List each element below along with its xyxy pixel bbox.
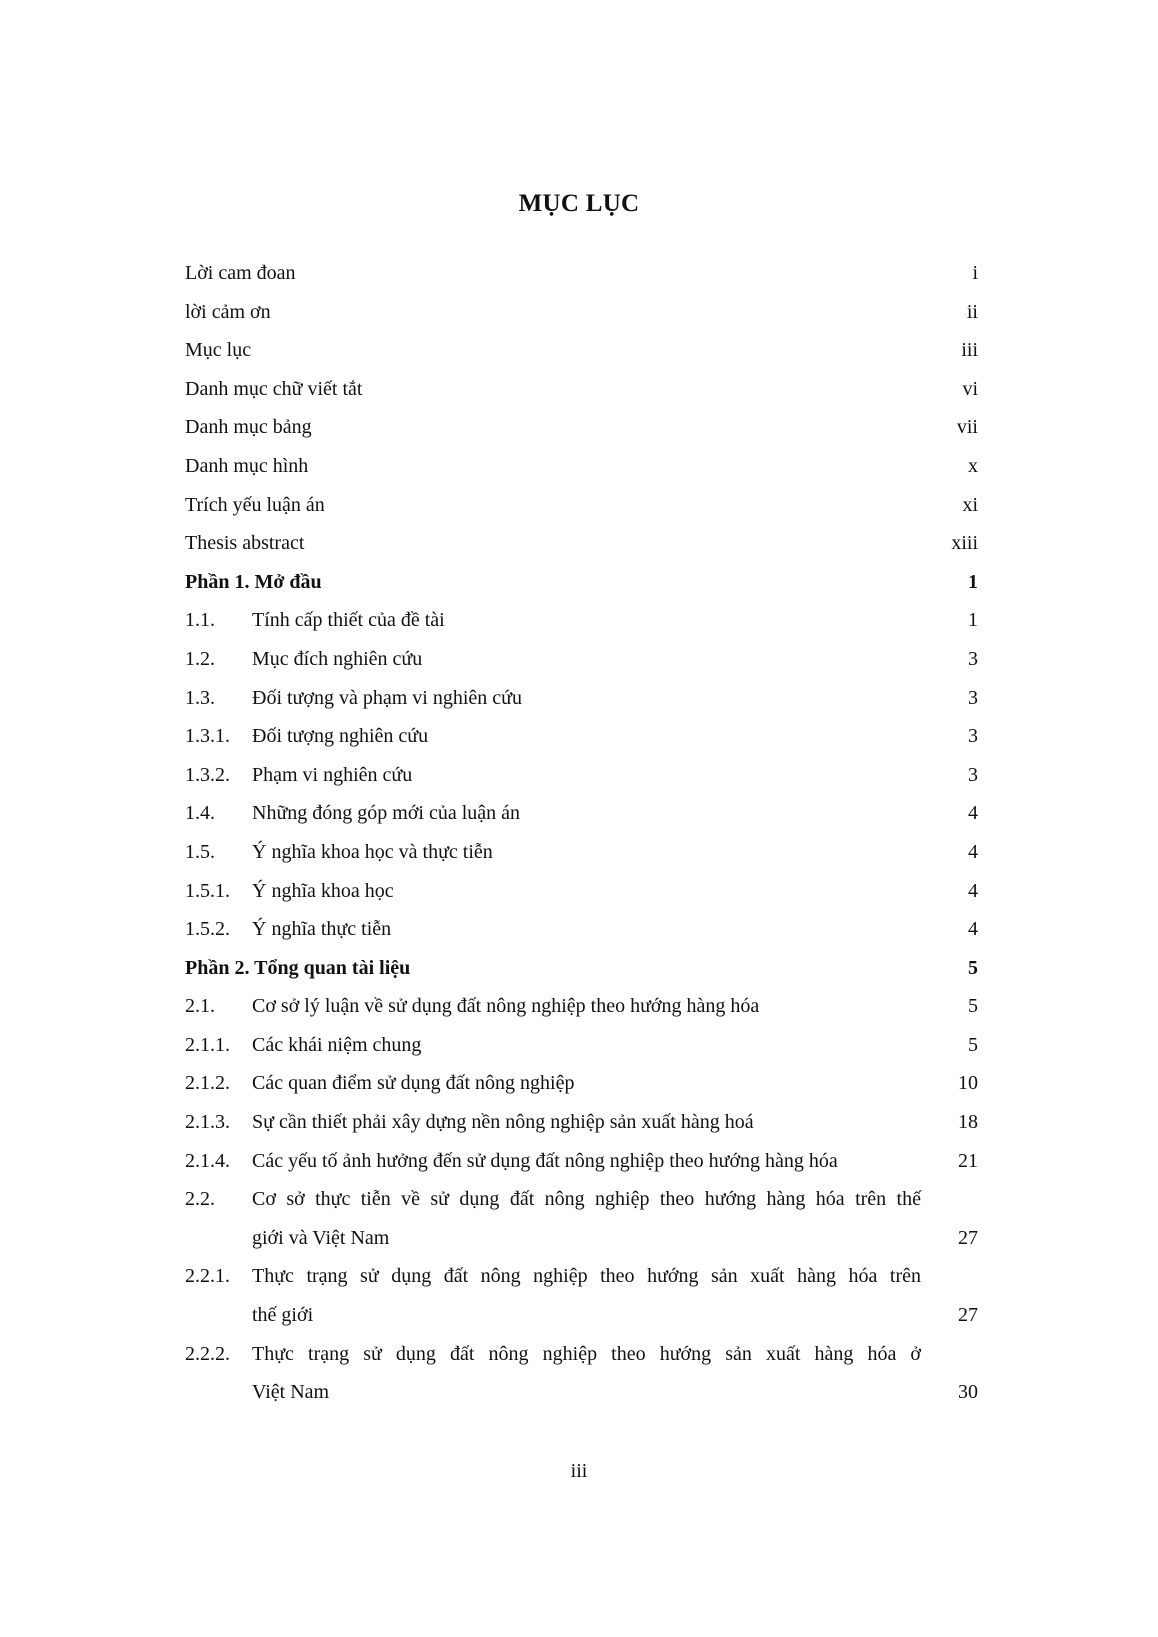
toc-entry-page: iii	[961, 339, 978, 362]
toc-entry-page: 3	[968, 763, 978, 786]
toc-entry-number: 2.2.2.	[185, 1342, 230, 1365]
toc-entry-title: Thực trạng sử dụng đất nông nghiệp theo hướng sản xuất hàng hóa ở	[252, 1342, 921, 1365]
page-title: MỤC LỤC	[518, 190, 640, 217]
toc-entry[interactable]	[185, 447, 978, 486]
toc-entry-page: 21	[958, 1149, 978, 1172]
toc-entry-number: 1.3.	[185, 686, 215, 709]
toc-entry-page: i	[972, 262, 978, 284]
toc-entry[interactable]	[185, 1180, 978, 1257]
toc-entry-page: 3	[968, 647, 978, 670]
toc-entry-title: Ý nghĩa thực tiễn	[252, 918, 392, 941]
toc-entry-page: 1	[968, 570, 978, 593]
toc-entry-page: 4	[968, 802, 978, 825]
toc-entry[interactable]	[185, 794, 978, 833]
toc-entry[interactable]	[185, 601, 978, 640]
toc-entry-title: Ý nghĩa khoa học	[252, 879, 394, 902]
toc-entry-number: 1.5.2.	[185, 918, 230, 941]
toc-entry-page: 18	[958, 1111, 978, 1134]
toc-entry[interactable]	[185, 1257, 978, 1334]
toc-entry-title: Phần 2. Tổng quan tài liệu	[185, 956, 411, 979]
toc-entry[interactable]	[185, 408, 978, 447]
toc-entry-number: 2.1.4.	[185, 1149, 230, 1172]
toc-entry-number: 2.1.2.	[185, 1072, 230, 1095]
toc-entry[interactable]	[185, 1142, 978, 1181]
toc-entry-title: Tính cấp thiết của đề tài	[252, 609, 445, 632]
table-of-contents	[185, 254, 978, 1412]
toc-entry-title: Thực trạng sử dụng đất nông nghiệp theo hướng sản xuất hàng hóa trên	[252, 1265, 921, 1288]
toc-entry[interactable]	[185, 910, 978, 949]
toc-entry-title: Sự cần thiết phải xây dựng nền nông nghiệp sản xuất hàng hoá	[252, 1111, 754, 1134]
toc-entry-page: 30	[958, 1381, 978, 1404]
toc-entry-page: x	[968, 454, 978, 477]
toc-entry[interactable]	[185, 1103, 978, 1142]
toc-entry-page: 1	[968, 609, 978, 632]
toc-entry-page: 3	[968, 686, 978, 709]
toc-entry-title: Phần 1. Mở đầu	[185, 570, 322, 593]
toc-entry[interactable]	[185, 254, 978, 293]
toc-part-heading[interactable]	[185, 563, 978, 602]
toc-entry-page: 27	[958, 1226, 978, 1249]
toc-entry-title: Danh mục hình	[185, 454, 309, 477]
toc-entry-number: 1.4.	[185, 802, 215, 825]
toc-entry-number: 2.1.	[185, 995, 215, 1018]
toc-entry-title: Danh mục bảng	[185, 416, 312, 439]
toc-entry[interactable]	[185, 1026, 978, 1065]
toc-entry-title-continued: thế giới	[252, 1304, 314, 1327]
toc-entry-title: Mục lục	[185, 339, 252, 362]
toc-entry-page: 27	[958, 1304, 978, 1327]
toc-entry-page: 5	[968, 1033, 978, 1056]
toc-entry-title: Danh mục chữ viết tắt	[185, 377, 363, 400]
toc-entry-title: Thesis abstract	[185, 532, 305, 555]
toc-entry-page: 4	[968, 918, 978, 941]
toc-entry[interactable]	[185, 370, 978, 409]
toc-entry[interactable]	[185, 524, 978, 563]
toc-entry-number: 1.3.1.	[185, 725, 230, 748]
toc-entry-title: Các khái niệm chung	[252, 1033, 422, 1056]
toc-entry-page: xi	[962, 493, 978, 516]
toc-entry-title-continued: giới và Việt Nam	[252, 1226, 390, 1249]
page-number: iii	[570, 1460, 588, 1482]
toc-entry-title: Các yếu tố ảnh hưởng đến sử dụng đất nông nghiệp theo hướng hàng hóa	[252, 1149, 838, 1172]
toc-part-heading[interactable]	[185, 949, 978, 988]
toc-entry-number: 2.2.1.	[185, 1265, 230, 1288]
toc-entry-number: 1.5.	[185, 840, 215, 863]
toc-entry-title: Ý nghĩa khoa học và thực tiễn	[252, 840, 493, 863]
toc-entry-page: 5	[968, 956, 978, 979]
toc-entry-number: 1.5.1.	[185, 879, 230, 902]
toc-entry[interactable]	[185, 293, 978, 332]
toc-entry-page: 5	[968, 995, 978, 1018]
toc-entry-page: vii	[956, 416, 978, 439]
toc-entry-number: 1.2.	[185, 647, 215, 670]
toc-entry-title: Cơ sở lý luận về sử dụng đất nông nghiệp theo hướng hàng hóa	[252, 995, 760, 1018]
toc-entry[interactable]	[185, 717, 978, 756]
toc-entry-title: Các quan điểm sử dụng đất nông nghiệp	[252, 1072, 575, 1095]
toc-entry-page: vi	[962, 377, 978, 400]
toc-entry-number: 2.1.3.	[185, 1111, 230, 1134]
toc-entry-number: 2.1.1.	[185, 1033, 230, 1056]
toc-entry-title: Cơ sở thực tiễn về sử dụng đất nông nghiệp theo hướng hàng hóa trên thế	[252, 1188, 921, 1211]
toc-entry-title: Lời cam đoan	[185, 262, 296, 284]
toc-entry-number: 1.3.2.	[185, 763, 230, 786]
toc-entry-title: Những đóng góp mới của luận án	[252, 802, 521, 825]
toc-entry-title: Đối tượng nghiên cứu	[252, 725, 429, 748]
toc-entry-page: xiii	[951, 532, 978, 555]
toc-entry[interactable]	[185, 331, 978, 370]
toc-entry[interactable]	[185, 987, 978, 1026]
toc-entry[interactable]	[185, 756, 978, 795]
toc-entry-title: lời cảm ơn	[185, 300, 271, 323]
toc-entry-page: 3	[968, 725, 978, 748]
toc-entry-page: 4	[968, 840, 978, 863]
toc-entry[interactable]	[185, 1335, 978, 1412]
toc-entry-page: 10	[958, 1072, 978, 1095]
toc-entry-title: Phạm vi nghiên cứu	[252, 763, 413, 786]
toc-entry-title: Đối tượng và phạm vi nghiên cứu	[252, 686, 522, 709]
toc-entry[interactable]	[185, 486, 978, 525]
toc-entry-number: 1.1.	[185, 609, 215, 632]
toc-entry-title: Mục đích nghiên cứu	[252, 647, 423, 670]
toc-entry-number: 2.2.	[185, 1188, 215, 1211]
toc-entry-title-continued: Việt Nam	[252, 1381, 330, 1404]
toc-entry[interactable]	[185, 640, 978, 679]
toc-entry-title: Trích yếu luận án	[185, 493, 325, 516]
toc-entry[interactable]	[185, 833, 978, 872]
toc-entry-page: ii	[966, 300, 978, 323]
toc-entry[interactable]	[185, 1064, 978, 1103]
toc-entry-page: 4	[968, 879, 978, 902]
toc-entry[interactable]	[185, 872, 978, 911]
toc-entry[interactable]	[185, 679, 978, 718]
